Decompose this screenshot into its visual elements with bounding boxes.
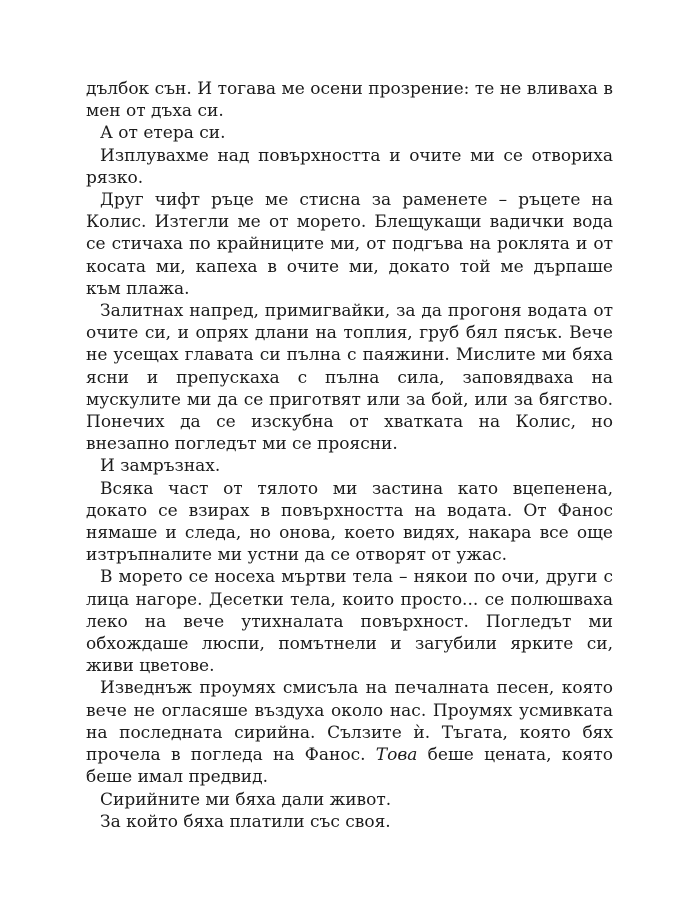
paragraph-7: Всяка част от тялото ми застина като вцепенена, докато се взирах в повърхността на водата. От Фанос нямаше и следа, но онова, което видях, накара все още изтръпналите ми устни да се отворят от ужас. — [86, 478, 613, 566]
paragraph-9-emphasis: Това — [375, 745, 418, 766]
paragraph-8: В морето се носеха мъртви тела – някои по очи, други с лица нагоре. Десетки тела, които просто... се полюшваха леко на вече утихналата повърхност. Погледът ми обхождаше люспи, помътнели и загубили ярките си, живи цветове. — [86, 567, 613, 677]
paragraph-10: Сирийните ми бяха дали живот. — [100, 789, 392, 810]
paragraph-5: Залитнах напред, примигвайки, за да прогоня водата от очите си, и опрях длани на топлия, груб бял пясък. Вече не усещах главата си пълна с паяжини. Мислите ми бяха ясни и препускаха с пълна сила, заповядваха на мускулите ми да се приготвят или за бой, или за бягство. Понечих да се изскубна от хватката на Колис, но внезапно погледът ми се проясни. — [86, 301, 613, 455]
paragraph-9 — [86, 677, 613, 788]
book-page-text — [86, 78, 613, 833]
paragraph-6: И замръзнах. — [100, 456, 221, 477]
paragraph-2: А от етера си. — [100, 123, 226, 144]
paragraph-9-text-before: Изведнъж проумях смисъла на печалната песен, която вече не огласяше въздуха около нас. Проумях усмивката на последната сирийна. Сълзите ѝ. Тъгата, която бях прочела в погледа на Фанос. — [86, 678, 613, 766]
paragraph-3: Изплувахме над повърхността и очите ми се отвориха рязко. — [86, 145, 613, 188]
paragraph-1: дълбок сън. И тогава ме осени прозрение: те не вливаха в мен от дъха си. — [86, 79, 613, 122]
paragraph-11: За който бяха платили със своя. — [100, 811, 391, 832]
paragraph-4: Друг чифт ръце ме стисна за раменете – ръцете на Колис. Изтегли ме от морето. Блещукащи вадички вода се стичаха по крайниците ми, от подгъва на роклята и от косата ми, капеха в очите ми, докато той ме дърпаше към плажа. — [86, 190, 613, 299]
paragraph-9-text-after: беше цената, която беше имал предвид. — [86, 745, 613, 788]
